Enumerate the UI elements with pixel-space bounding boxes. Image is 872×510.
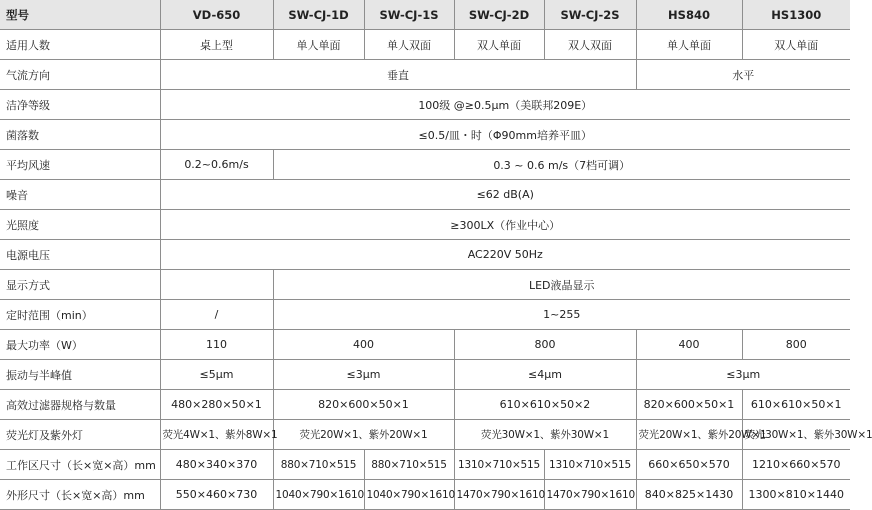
header-label: 型号: [0, 0, 160, 30]
model-swcj1d: SW-CJ-1D: [273, 0, 364, 30]
cell-value: 480×280×50×1: [160, 390, 273, 420]
model-hs1300: HS1300: [742, 0, 850, 30]
row-label: 显示方式: [0, 270, 160, 300]
row-label: 适用人数: [0, 30, 160, 60]
row-vibration: [0, 360, 850, 390]
cell-value: 水平: [636, 60, 850, 90]
cell-value: 880×710×515: [273, 450, 364, 480]
cell-value: 550×460×730: [160, 480, 273, 510]
model-vd650: VD-650: [160, 0, 273, 30]
cell-value: ≤0.5/皿・时（Φ90mm培养平皿）: [160, 120, 850, 150]
row-illuminance: [0, 210, 850, 240]
cell-value: 1310×710×515: [544, 450, 636, 480]
row-users: [0, 30, 850, 60]
row-label: 菌落数: [0, 120, 160, 150]
cell-value: 荧光4W×1、紫外8W×1: [160, 420, 273, 450]
row-label: 工作区尺寸（长×宽×高）mm: [0, 450, 160, 480]
model-hs840: HS840: [636, 0, 742, 30]
cell-value: 820×600×50×1: [636, 390, 742, 420]
cell-value: 荧光20W×1、紫外20W×1: [636, 420, 742, 450]
row-label: 电源电压: [0, 240, 160, 270]
cell-value: 1300×810×1440: [742, 480, 850, 510]
row-timer: [0, 300, 850, 330]
cell-value: 双人单面: [742, 30, 850, 60]
row-display: [0, 270, 850, 300]
row-noise: [0, 180, 850, 210]
cell-value: [160, 270, 273, 300]
cell-value: /: [160, 300, 273, 330]
row-airflow: [0, 60, 850, 90]
cell-value: 800: [742, 330, 850, 360]
cell-value: 820×600×50×1: [273, 390, 454, 420]
cell-value: 单人双面: [364, 30, 454, 60]
row-label: 噪音: [0, 180, 160, 210]
cell-value: 480×340×370: [160, 450, 273, 480]
cell-value: LED液晶显示: [273, 270, 850, 300]
model-swcj2d: SW-CJ-2D: [454, 0, 544, 30]
row-label: 高效过滤器规格与数量: [0, 390, 160, 420]
row-label: 气流方向: [0, 60, 160, 90]
row-wind-speed: [0, 150, 850, 180]
row-label: 最大功率（W）: [0, 330, 160, 360]
row-hepa: [0, 390, 850, 420]
cell-value: 840×825×1430: [636, 480, 742, 510]
cell-value: 660×650×570: [636, 450, 742, 480]
row-label: 外形尺寸（长×宽×高）mm: [0, 480, 160, 510]
row-colonies: [0, 120, 850, 150]
cell-value: 荧光30W×1、紫外30W×1: [454, 420, 636, 450]
cell-value: 0.2~0.6m/s: [160, 150, 273, 180]
row-lamps: [0, 420, 850, 450]
cell-value: 双人单面: [454, 30, 544, 60]
row-outer-size: [0, 480, 850, 510]
cell-value: 单人单面: [636, 30, 742, 60]
model-swcj1s: SW-CJ-1S: [364, 0, 454, 30]
row-label: 光照度: [0, 210, 160, 240]
cell-value: 1470×790×1610: [454, 480, 544, 510]
cell-value: 1~255: [273, 300, 850, 330]
row-max-power: [0, 330, 850, 360]
cell-value: 1470×790×1610: [544, 480, 636, 510]
model-swcj2s: SW-CJ-2S: [544, 0, 636, 30]
cell-value: 桌上型: [160, 30, 273, 60]
row-power-supply: [0, 240, 850, 270]
cell-value: 0.3 ~ 0.6 m/s（7档可调）: [273, 150, 850, 180]
row-label: 定时范围（min）: [0, 300, 160, 330]
cell-value: 垂直: [160, 60, 636, 90]
cell-value: 880×710×515: [364, 450, 454, 480]
cell-value: ≤3μm: [636, 360, 850, 390]
row-label: 荧光灯及紫外灯: [0, 420, 160, 450]
cell-value: 单人单面: [273, 30, 364, 60]
cell-value: 110: [160, 330, 273, 360]
cell-value: 1210×660×570: [742, 450, 850, 480]
cell-value: 荧光20W×1、紫外20W×1: [273, 420, 454, 450]
cell-value: 610×610×50×1: [742, 390, 850, 420]
cell-value: AC220V 50Hz: [160, 240, 850, 270]
cell-value: 1040×790×1610: [364, 480, 454, 510]
row-label: 平均风速: [0, 150, 160, 180]
cell-value: 800: [454, 330, 636, 360]
cell-value: 1040×790×1610: [273, 480, 364, 510]
row-cleanliness: [0, 90, 850, 120]
cell-value: ≤3μm: [273, 360, 454, 390]
row-work-area: [0, 450, 850, 480]
cell-value: ≤62 dB(A): [160, 180, 850, 210]
cell-value: 610×610×50×2: [454, 390, 636, 420]
cell-value: 100级 @≥0.5μm（美联邦209E）: [160, 90, 850, 120]
cell-value: 400: [636, 330, 742, 360]
cell-value: 1310×710×515: [454, 450, 544, 480]
header-row: [0, 0, 850, 30]
cell-value: ≤4μm: [454, 360, 636, 390]
cell-value: 400: [273, 330, 454, 360]
cell-value: 双人双面: [544, 30, 636, 60]
cell-value: 荧光30W×1、紫外30W×1: [742, 420, 850, 450]
row-label: 洁净等级: [0, 90, 160, 120]
cell-value: ≤5μm: [160, 360, 273, 390]
row-label: 振动与半峰值: [0, 360, 160, 390]
cell-value: ≥300LX（作业中心）: [160, 210, 850, 240]
